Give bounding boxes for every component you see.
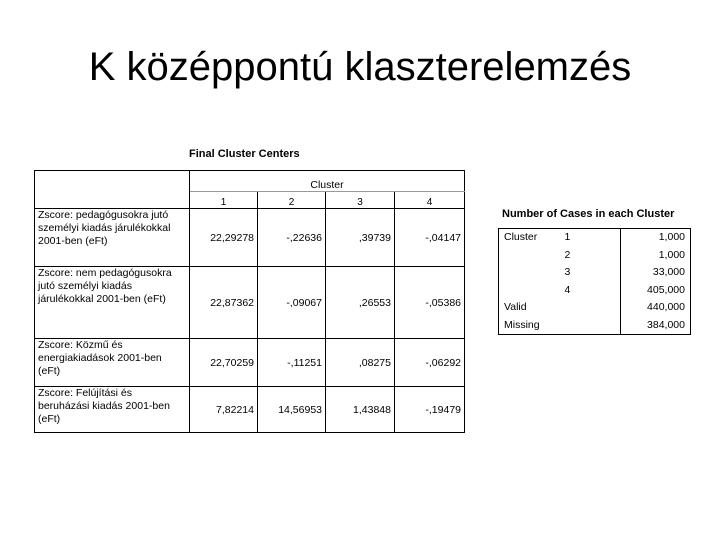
valid-count: 440,000 <box>621 299 691 317</box>
table-row <box>499 264 691 282</box>
table-row <box>499 282 691 300</box>
cell-value: ,39739 <box>326 209 395 267</box>
cluster-count: 1,000 <box>621 247 691 265</box>
cell-value: 22,70259 <box>190 339 258 387</box>
table-row <box>35 267 465 339</box>
number-of-cases-table <box>498 228 691 335</box>
cell-value: 22,29278 <box>190 209 258 267</box>
slide-title: K középpontú klaszterelemzés <box>88 45 632 89</box>
table-row <box>35 387 465 433</box>
table-row <box>499 317 691 335</box>
cell-value: -,05386 <box>395 267 465 339</box>
cell-value: ,08275 <box>326 339 395 387</box>
cell-value: -,06292 <box>395 339 465 387</box>
column-header-2: 2 <box>258 192 326 209</box>
number-of-cases-title: Number of Cases in each Cluster <box>502 208 675 220</box>
missing-count: 384,000 <box>621 317 691 335</box>
cell-value: -,11251 <box>258 339 326 387</box>
cluster-label: Cluster <box>499 229 559 247</box>
cluster-id: 2 <box>559 247 621 265</box>
cluster-count: 1,000 <box>621 229 691 247</box>
cluster-id: 3 <box>559 264 621 282</box>
cell-value: ,26553 <box>326 267 395 339</box>
column-header-4: 4 <box>395 192 465 209</box>
row-label: Zscore: Közmű és energiakiadások 2001-ben (eFt) <box>35 339 190 387</box>
cell-value: -,04147 <box>395 209 465 267</box>
valid-label: Valid <box>499 299 621 317</box>
cluster-group-header: Cluster <box>190 171 465 192</box>
empty-cell <box>499 264 559 282</box>
table-row <box>499 247 691 265</box>
row-label: Zscore: Felújítási és beruházási kiadás 2001-ben (eFt) <box>35 387 190 433</box>
row-label: Zscore: nem pedagógusokra jutó személyi kiadás járulékokkal 2001-ben (eFt) <box>35 267 190 339</box>
cell-value: -,22636 <box>258 209 326 267</box>
final-cluster-centers-table <box>34 170 465 433</box>
table-row <box>35 339 465 387</box>
cell-value: 7,82214 <box>190 387 258 433</box>
table-row <box>499 229 691 247</box>
table-header-row <box>35 171 465 192</box>
header-corner-cell <box>35 171 190 209</box>
column-header-1: 1 <box>190 192 258 209</box>
cell-value: -,09067 <box>258 267 326 339</box>
table-row <box>499 299 691 317</box>
cell-value: 22,87362 <box>190 267 258 339</box>
empty-cell <box>499 247 559 265</box>
cluster-id: 4 <box>559 282 621 300</box>
empty-cell <box>499 282 559 300</box>
column-header-3: 3 <box>326 192 395 209</box>
cluster-count: 405,000 <box>621 282 691 300</box>
cluster-count: 33,000 <box>621 264 691 282</box>
cluster-id: 1 <box>559 229 621 247</box>
row-label: Zscore: pedagógusokra jutó személyi kiadás járulékokkal 2001-ben (eFt) <box>35 209 190 267</box>
final-cluster-centers-title: Final Cluster Centers <box>189 148 300 160</box>
cell-value: 1,43848 <box>326 387 395 433</box>
cell-value: 14,56953 <box>258 387 326 433</box>
table-row <box>35 209 465 267</box>
cell-value: -,19479 <box>395 387 465 433</box>
missing-label: Missing <box>499 317 621 335</box>
